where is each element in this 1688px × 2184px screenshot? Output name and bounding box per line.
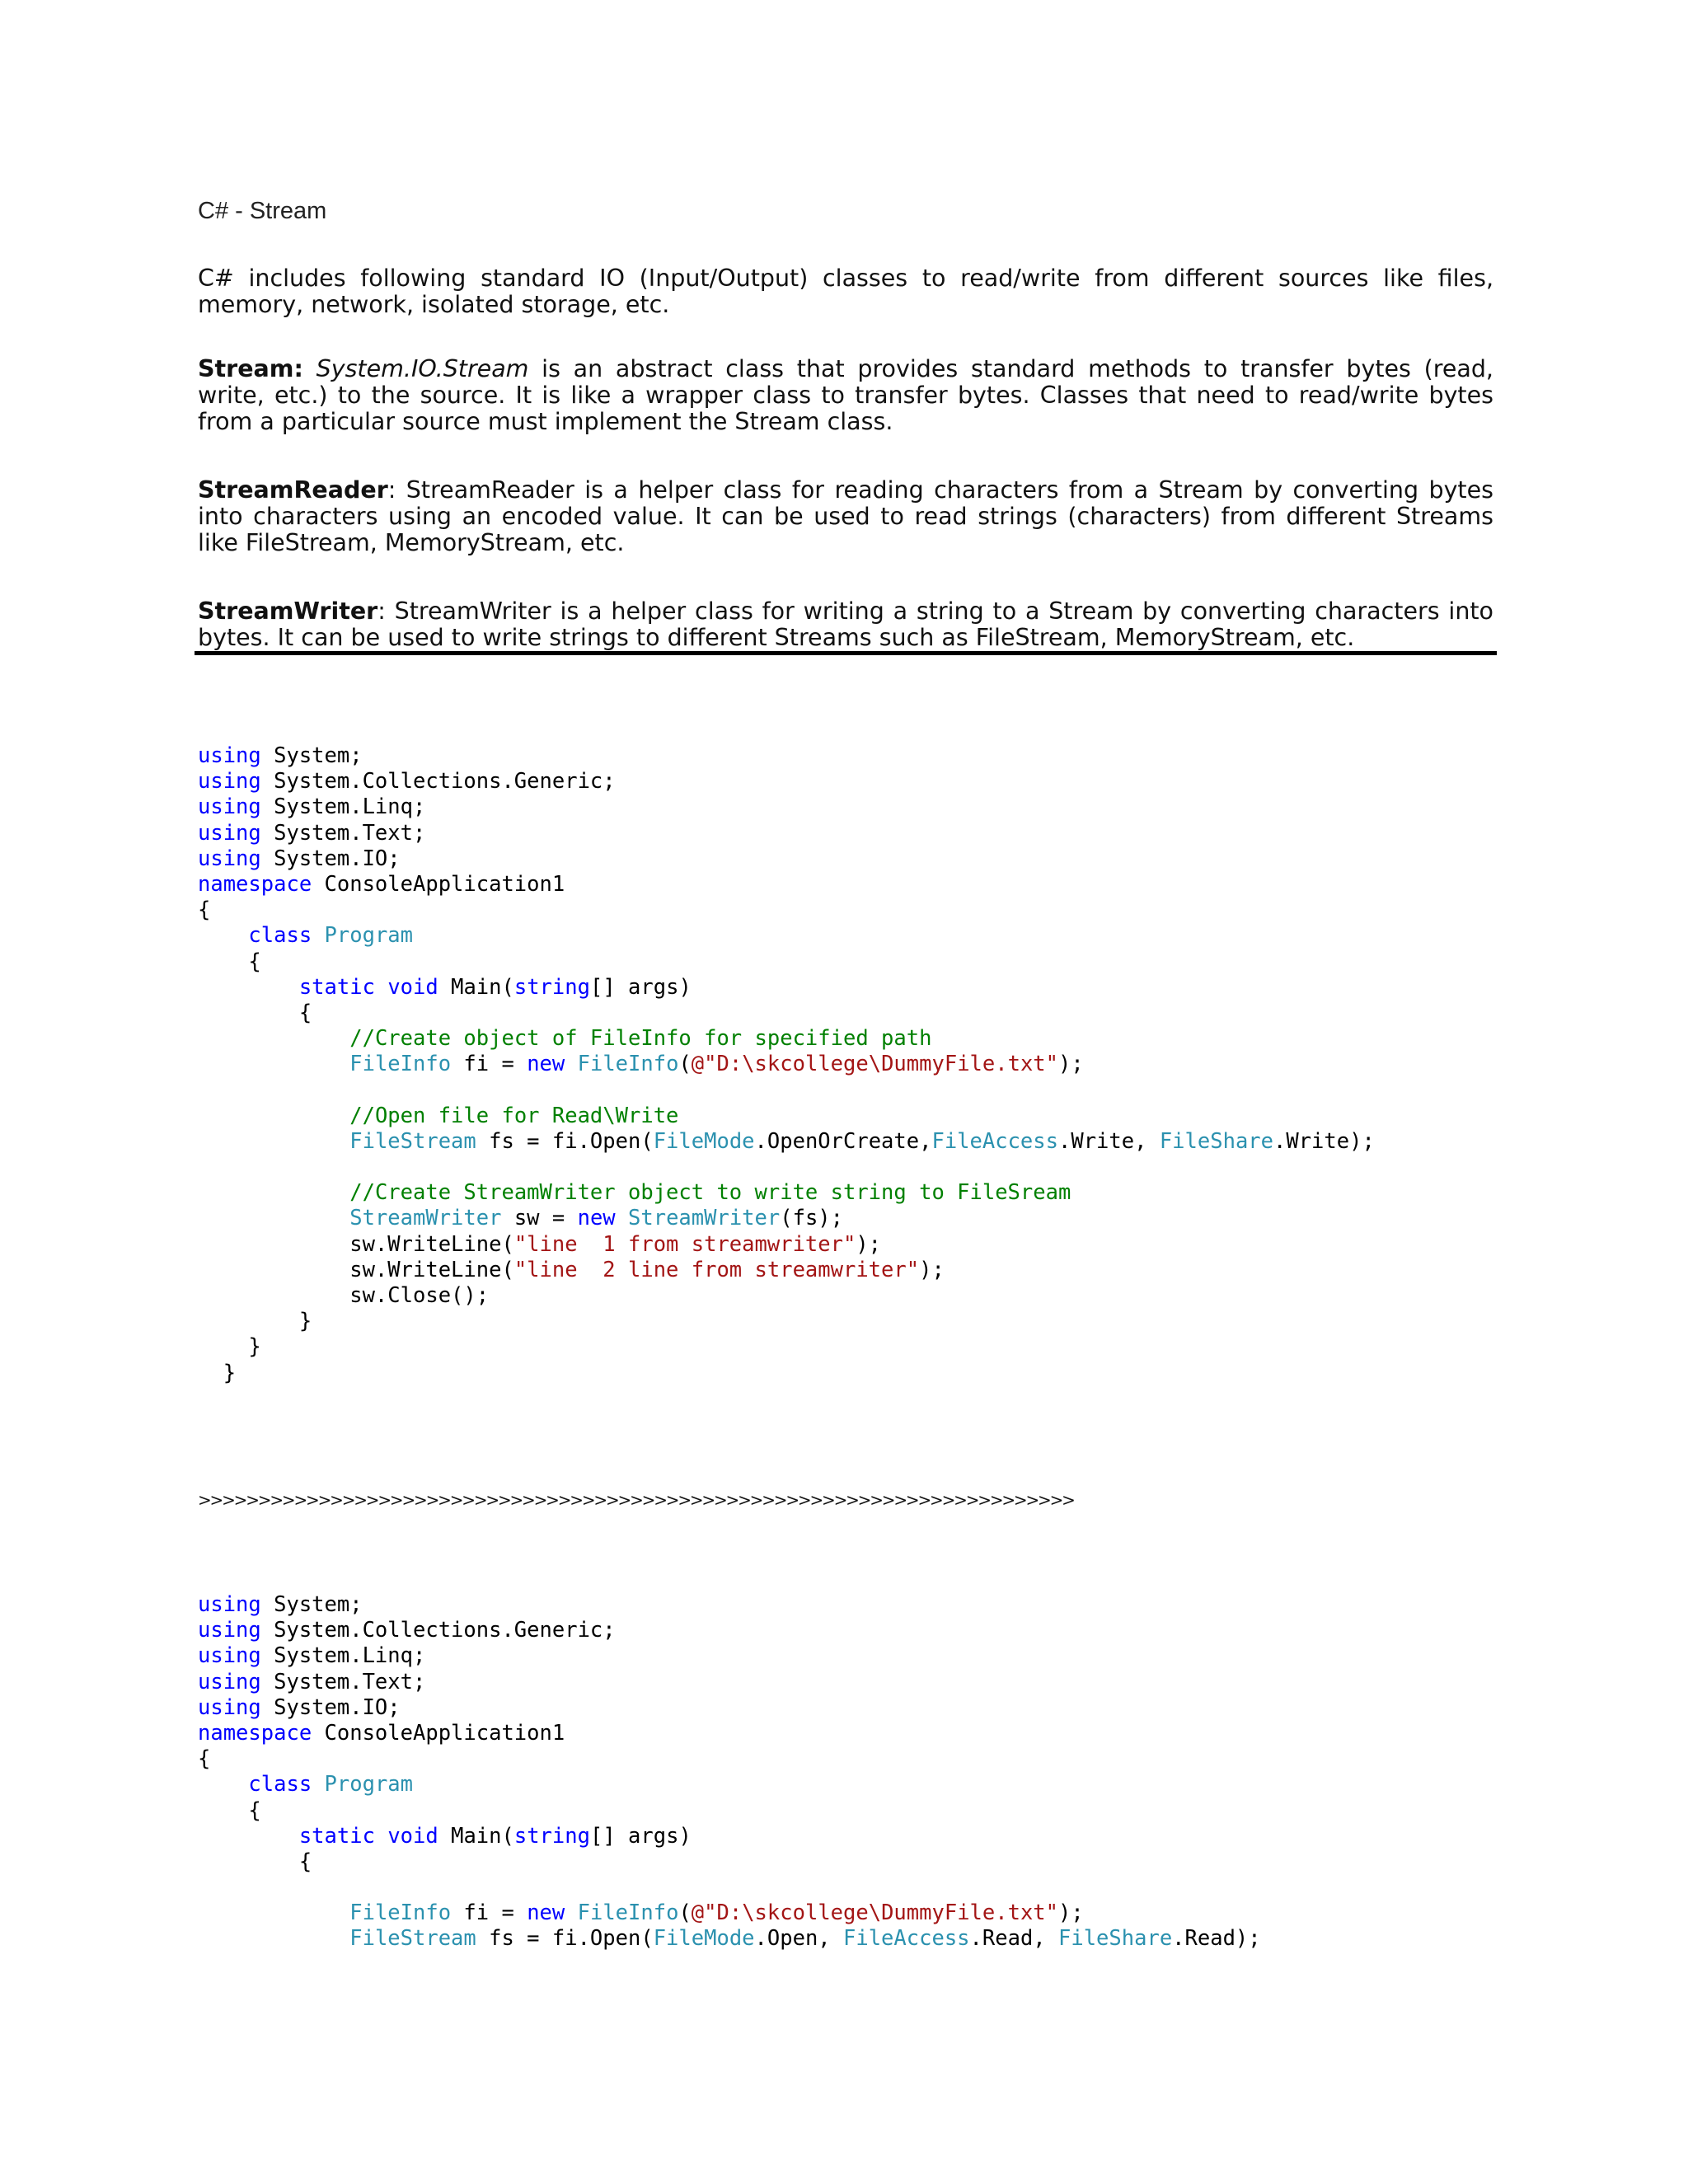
code-token	[198, 923, 248, 948]
code-token	[198, 1129, 349, 1154]
code-token	[565, 1900, 577, 1925]
code-token: @"D:\skcollege\DummyFile.txt"	[691, 1052, 1059, 1077]
code-token: System.IO;	[260, 846, 401, 871]
code-token: (	[678, 1052, 692, 1077]
code-token: );	[1058, 1900, 1084, 1926]
code-token	[312, 923, 324, 948]
code-token: System.Linq;	[260, 794, 426, 820]
code-token: Main(	[438, 1823, 514, 1849]
code-token	[198, 1206, 349, 1230]
code-token: //Create StreamWriter object to write string to FileSream	[349, 1180, 1071, 1206]
code-line	[198, 1180, 1375, 1206]
code-token: using	[198, 1669, 261, 1694]
code-line	[198, 1772, 1261, 1797]
code-token: fi =	[451, 1052, 528, 1077]
code-token: .Open,	[754, 1926, 843, 1952]
code-token	[198, 1926, 349, 1951]
streamreader-term: StreamReader	[198, 476, 388, 504]
code-token: {	[198, 1000, 312, 1025]
code-line	[198, 1695, 1261, 1721]
code-token	[375, 975, 387, 1000]
code-token: FileStream	[349, 1128, 476, 1154]
code-line	[198, 1592, 1261, 1618]
code-block-read	[198, 1592, 1261, 1952]
code-block-write	[198, 743, 1375, 1386]
code-token: FileStream	[349, 1926, 476, 1952]
code-line	[198, 1618, 1261, 1643]
code-token: (	[678, 1900, 692, 1926]
code-token	[198, 1824, 299, 1849]
code-token: namespace	[198, 871, 312, 897]
code-line	[198, 1206, 1375, 1231]
code-line	[198, 1643, 1261, 1669]
code-token: sw.WriteLine(	[198, 1257, 514, 1282]
code-token: sw.WriteLine(	[198, 1231, 514, 1257]
code-token: sw.Close();	[198, 1282, 490, 1308]
code-token: FileShare	[1058, 1926, 1173, 1952]
code-token: class	[248, 1772, 312, 1797]
code-token: using	[198, 769, 261, 794]
code-line	[198, 1258, 1375, 1283]
code-line	[198, 1334, 1375, 1360]
code-token: (fs);	[780, 1206, 844, 1231]
code-line	[198, 1052, 1375, 1077]
code-token: System;	[260, 1592, 363, 1617]
code-token: FileInfo	[577, 1052, 679, 1077]
code-token	[616, 1206, 628, 1230]
code-line	[198, 1926, 1261, 1952]
code-line	[198, 1746, 1261, 1772]
code-line	[198, 1824, 1261, 1849]
code-token: StreamWriter	[628, 1206, 781, 1231]
code-token: Main(	[438, 974, 514, 1000]
code-token: "line 2 line from streamwriter"	[513, 1257, 920, 1282]
code-line	[198, 1721, 1261, 1746]
code-token: fs = fi.Open(	[476, 1926, 654, 1952]
code-token: using	[198, 820, 261, 846]
code-token: System.Linq;	[260, 1643, 426, 1669]
code-token: void	[387, 1823, 438, 1849]
code-line	[198, 1104, 1375, 1129]
code-token: {	[198, 1797, 261, 1823]
code-token: ConsoleApplication1	[312, 871, 565, 897]
code-token: using	[198, 1694, 261, 1720]
stream-description: is an abstract class that provides standard methods to transfer bytes (read, write, etc.) to the source. It is like a wrapper class to transfer bytes. Classes that need to read/write bytes from a particular source must implement the Stream class.	[198, 355, 1493, 435]
code-token: using	[198, 743, 261, 768]
code-token: [] args)	[589, 1823, 692, 1849]
code-token: using	[198, 1643, 261, 1669]
code-line	[198, 898, 1375, 923]
code-token: System.Text;	[260, 1669, 426, 1694]
stream-class-name: System.IO.Stream	[316, 355, 529, 382]
code-token: }	[198, 1309, 312, 1334]
code-token: FileAccess	[843, 1926, 970, 1952]
code-line	[198, 743, 1375, 769]
code-token: FileInfo	[349, 1052, 452, 1077]
code-token: new	[577, 1206, 616, 1231]
code-token: );	[1058, 1052, 1084, 1077]
code-token	[565, 1052, 577, 1076]
code-token: using	[198, 1592, 261, 1617]
code-token: {	[198, 1746, 211, 1772]
code-token: FileMode	[653, 1926, 755, 1952]
code-token: {	[198, 1849, 312, 1874]
code-line	[198, 1077, 1375, 1103]
code-token: fi =	[451, 1900, 528, 1926]
code-token: {	[198, 949, 261, 974]
code-token: new	[527, 1052, 565, 1077]
code-token: .Read);	[1172, 1926, 1261, 1952]
code-token: class	[248, 923, 312, 949]
code-token	[198, 1052, 349, 1076]
code-token: "line 1 from streamwriter"	[513, 1231, 856, 1257]
code-token: System.Text;	[260, 820, 426, 846]
intro-paragraph: C# includes following standard IO (Input/Output) classes to read/write from different sources like files, memory, network, isolated storage, etc.	[198, 265, 1493, 318]
code-token: FileShare	[1159, 1128, 1273, 1154]
code-line	[198, 949, 1375, 975]
streamreader-paragraph	[198, 477, 1493, 556]
code-token: using	[198, 1618, 261, 1643]
code-token: .OpenOrCreate,	[754, 1128, 932, 1154]
code-line	[198, 1849, 1261, 1875]
code-token: .Read,	[969, 1926, 1058, 1952]
code-token: static	[298, 974, 375, 1000]
code-token	[198, 1900, 349, 1925]
code-line	[198, 1155, 1375, 1180]
code-line	[198, 1232, 1375, 1258]
code-line	[198, 1900, 1261, 1926]
code-token: [] args)	[589, 974, 692, 1000]
section-divider	[195, 651, 1497, 655]
streamreader-description: : StreamReader is a helper class for reading characters from a Stream by converting bytes into characters using an encoded value. It can be used to read strings (characters) from different Streams like FileStream, MemoryStream, etc.	[198, 476, 1493, 556]
code-token: System.Collections.Generic;	[260, 1618, 616, 1643]
code-token: );	[856, 1231, 882, 1257]
code-token: FileInfo	[577, 1900, 679, 1926]
code-token: Program	[324, 923, 414, 949]
code-line	[198, 1798, 1261, 1824]
code-token: .Write);	[1273, 1128, 1375, 1154]
separator-line: >>>>>>>>>>>>>>>>>>>>>>>>>>>>>>>>>>>>>>>>>>>>>>>>>>>>>>>>>>>>>>>>>>>>>>>>>	[198, 1490, 1074, 1510]
code-token	[198, 1772, 248, 1797]
code-line	[198, 794, 1375, 820]
code-token: string	[513, 1823, 590, 1849]
code-line	[198, 1129, 1375, 1155]
code-line	[198, 1283, 1375, 1309]
code-token	[198, 1104, 349, 1128]
code-line	[198, 923, 1375, 949]
streamwriter-paragraph	[198, 598, 1493, 651]
code-token: }	[198, 1334, 261, 1360]
code-token: .Write,	[1058, 1128, 1160, 1154]
streamwriter-term: StreamWriter	[198, 598, 378, 625]
code-line	[198, 1875, 1261, 1900]
code-token: FileMode	[653, 1128, 755, 1154]
code-line	[198, 1309, 1375, 1334]
code-token: System;	[260, 743, 363, 768]
code-token: void	[387, 974, 438, 1000]
code-token: );	[919, 1257, 945, 1282]
code-token	[375, 1824, 387, 1849]
code-token: System.IO;	[260, 1694, 401, 1720]
code-token	[198, 975, 299, 1000]
code-line	[198, 872, 1375, 898]
page-title: C# - Stream	[198, 198, 327, 224]
stream-term: Stream:	[198, 355, 303, 382]
code-token: //Open file for Read\Write	[349, 1103, 679, 1128]
code-token: //Create object of FileInfo for specified path	[349, 1026, 932, 1052]
code-token: using	[198, 794, 261, 820]
code-line	[198, 846, 1375, 872]
code-token: FileAccess	[931, 1128, 1058, 1154]
code-token: StreamWriter	[349, 1206, 502, 1231]
code-token: sw =	[501, 1206, 578, 1231]
code-token: System.Collections.Generic;	[260, 769, 616, 794]
code-line	[198, 769, 1375, 794]
stream-paragraph	[198, 356, 1493, 435]
code-line	[198, 821, 1375, 846]
code-token	[198, 1180, 349, 1205]
code-token: string	[513, 974, 590, 1000]
code-token: @"D:\skcollege\DummyFile.txt"	[691, 1900, 1059, 1926]
code-token: namespace	[198, 1720, 312, 1746]
code-token	[312, 1772, 324, 1797]
code-line	[198, 1670, 1261, 1695]
code-token: fs = fi.Open(	[476, 1128, 654, 1154]
code-token: {	[198, 898, 211, 923]
code-token: new	[527, 1900, 565, 1926]
code-token: static	[298, 1823, 375, 1849]
code-line	[198, 1361, 1375, 1386]
code-line	[198, 1001, 1375, 1026]
code-token: using	[198, 846, 261, 871]
code-token: Program	[324, 1772, 414, 1797]
streamwriter-description: : StreamWriter is a helper class for writing a string to a Stream by converting characters into bytes. It can be used to write strings to different Streams such as FileStream, MemoryStream, etc.	[198, 598, 1493, 651]
code-token	[198, 1026, 349, 1051]
code-token: FileInfo	[349, 1900, 452, 1926]
code-token: }	[198, 1360, 237, 1385]
code-line	[198, 1026, 1375, 1052]
code-line	[198, 975, 1375, 1001]
code-token: ConsoleApplication1	[312, 1720, 565, 1746]
